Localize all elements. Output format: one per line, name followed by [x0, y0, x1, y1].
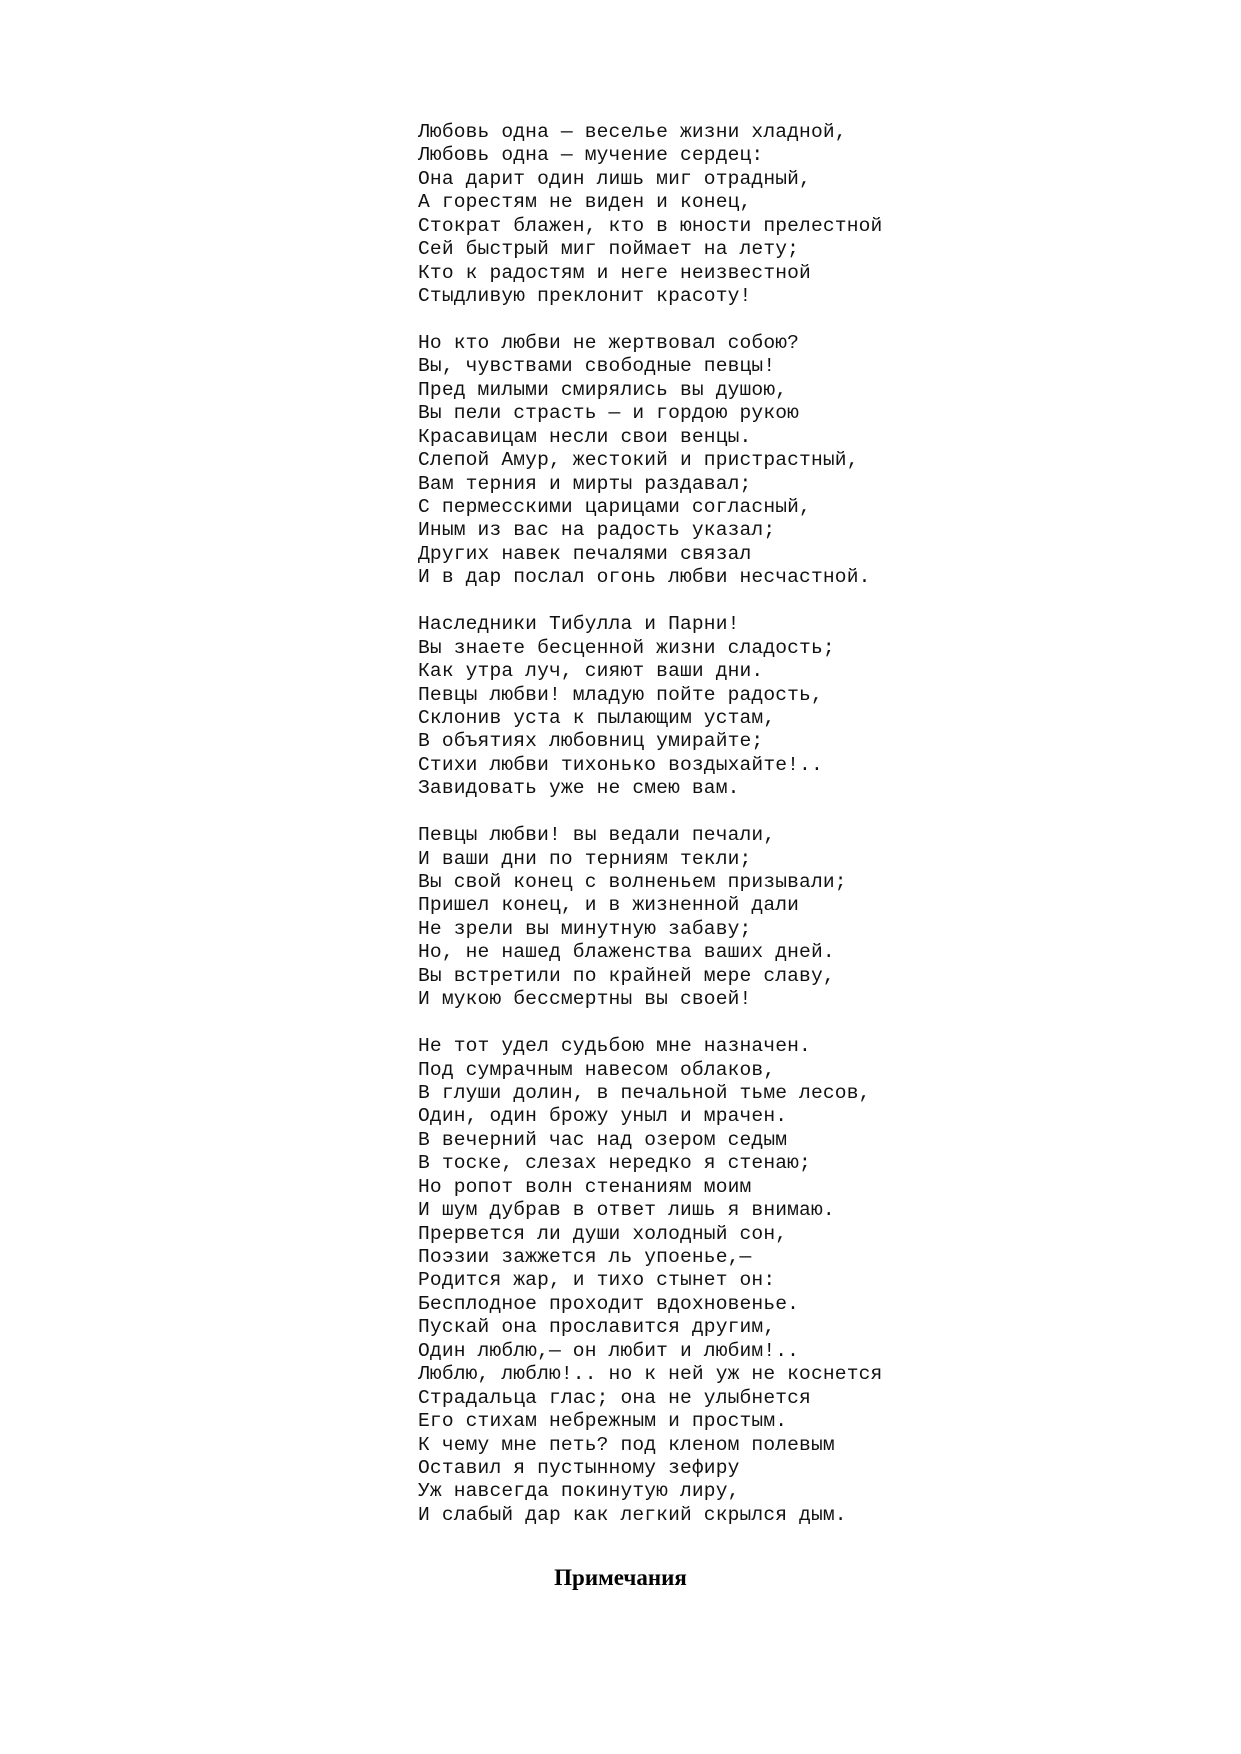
- poem-line: Склонив уста к пылающим устам,: [418, 706, 776, 729]
- poem-line: Поэзии зажжется ль упоенье,—: [418, 1246, 752, 1268]
- poem-line: Завидовать уже не смею вам.: [418, 777, 740, 800]
- poem-line: Под сумрачным навесом облаков,: [418, 1058, 776, 1081]
- poem-line: Один люблю,— он любит и любим!..: [418, 1339, 800, 1362]
- poem-line: Сей быстрый миг поймает на лету;: [418, 238, 800, 261]
- poem-line: Стократ блажен, кто в юности прелестной: [418, 214, 883, 237]
- poem-line: Его стихам небрежным и простым.: [418, 1410, 788, 1433]
- poem-line: С пермесскими царицами согласный,: [418, 496, 811, 518]
- poem-line: В объятиях любовниц умирайте;: [418, 730, 764, 753]
- poem-line: Вы знаете бесценной жизни сладость;: [418, 636, 835, 659]
- poem-line: Но кто любви не жертвовал собою?: [418, 331, 800, 354]
- poem-line: Певцы любви! младую пойте радость,: [418, 683, 823, 706]
- poem-line: Но, не нашед блаженства ваших дней.: [418, 941, 835, 964]
- poem-line: Прервется ли души холодный сон,: [418, 1222, 788, 1245]
- poem-line: Стихи любви тихонько воздыхайте!..: [418, 753, 823, 776]
- poem-line: И ваши дни по терниям текли;: [418, 847, 752, 870]
- poem-line: Вы, чувствами свободные певцы!: [418, 355, 776, 378]
- poem-line: Она дарит один лишь миг отрадный,: [418, 167, 811, 190]
- poem-line: Вы встретили по крайней мере славу,: [418, 964, 835, 987]
- poem-line: В глуши долин, в печальной тьме лесов,: [418, 1081, 871, 1104]
- poem-line: Певцы любви! вы ведали печали,: [418, 824, 776, 847]
- poem-line: Как утра луч, сияют ваши дни.: [418, 660, 764, 683]
- poem-line: Любовь одна — мучение сердец:: [418, 144, 764, 167]
- poem-stanza: [418, 121, 1138, 309]
- poem-line: Пред милыми смирялись вы душою,: [418, 378, 788, 401]
- poem-line: Но ропот волн стенаниям моим: [418, 1175, 752, 1198]
- poem-stanza: [418, 332, 1138, 590]
- poem-line: И слабый дар как легкий скрылся дым.: [418, 1503, 847, 1526]
- poem-line: Слепой Амур, жестокий и пристрастный,: [418, 449, 859, 472]
- poem-line: Не зрели вы минутную забаву;: [418, 917, 752, 940]
- poem-line: Красавицам несли свои венцы.: [418, 425, 752, 448]
- poem-text: [418, 121, 1138, 1551]
- poem-stanza: [418, 1035, 1138, 1527]
- poem-line: Иным из вас на радость указал;: [418, 519, 776, 542]
- poem-line: Пускай она прославится другим,: [418, 1316, 776, 1339]
- poem-line: Кто к радостям и неге неизвестной: [418, 261, 811, 284]
- poem-line: Бесплодное проходит вдохновенье.: [418, 1292, 800, 1315]
- poem-line: Не тот удел судьбою мне назначен.: [418, 1035, 811, 1058]
- poem-line: И в дар послал огонь любви несчастной.: [418, 566, 871, 589]
- poem-line: Один, один брожу уныл и мрачен.: [418, 1105, 788, 1128]
- poem-line: И мукою бессмертны вы своей!: [418, 988, 752, 1011]
- poem-line: Любовь одна — веселье жизни хладной,: [418, 121, 847, 143]
- poem-line: К чему мне петь? под кленом полевым: [418, 1433, 835, 1456]
- poem-stanza: [418, 824, 1138, 1012]
- poem-line: Оставил я пустынному зефиру: [418, 1456, 740, 1479]
- poem-line: Вы пели страсть — и гордою рукою: [418, 402, 800, 425]
- poem-line: Наследники Тибулла и Парни!: [418, 613, 740, 636]
- poem-line: И шум дубрав в ответ лишь я внимаю.: [418, 1199, 835, 1222]
- poem-line: Вы свой конец с волненьем призывали;: [418, 871, 847, 893]
- poem-line: Родится жар, и тихо стынет он:: [418, 1269, 776, 1292]
- poem-stanza: [418, 613, 1138, 801]
- poem-line: Пришел конец, и в жизненной дали: [418, 894, 800, 917]
- poem-line: Вам терния и мирты раздавал;: [418, 472, 752, 495]
- poem-line: Других навек печалями связал: [418, 542, 752, 565]
- poem-line: В вечерний час над озером седым: [418, 1128, 788, 1151]
- notes-heading: Примечания: [554, 1565, 687, 1590]
- poem-line: Уж навсегда покинутую лиру,: [418, 1480, 740, 1503]
- poem-line: Люблю, люблю!.. но к ней уж не коснется: [418, 1363, 883, 1386]
- poem-line: В тоске, слезах нередко я стенаю;: [418, 1152, 811, 1175]
- poem-line: А горестям не виден и конец,: [418, 191, 752, 214]
- poem-line: Страдальца глас; она не улыбнется: [418, 1386, 811, 1409]
- poem-line: Стыдливую преклонит красоту!: [418, 285, 752, 308]
